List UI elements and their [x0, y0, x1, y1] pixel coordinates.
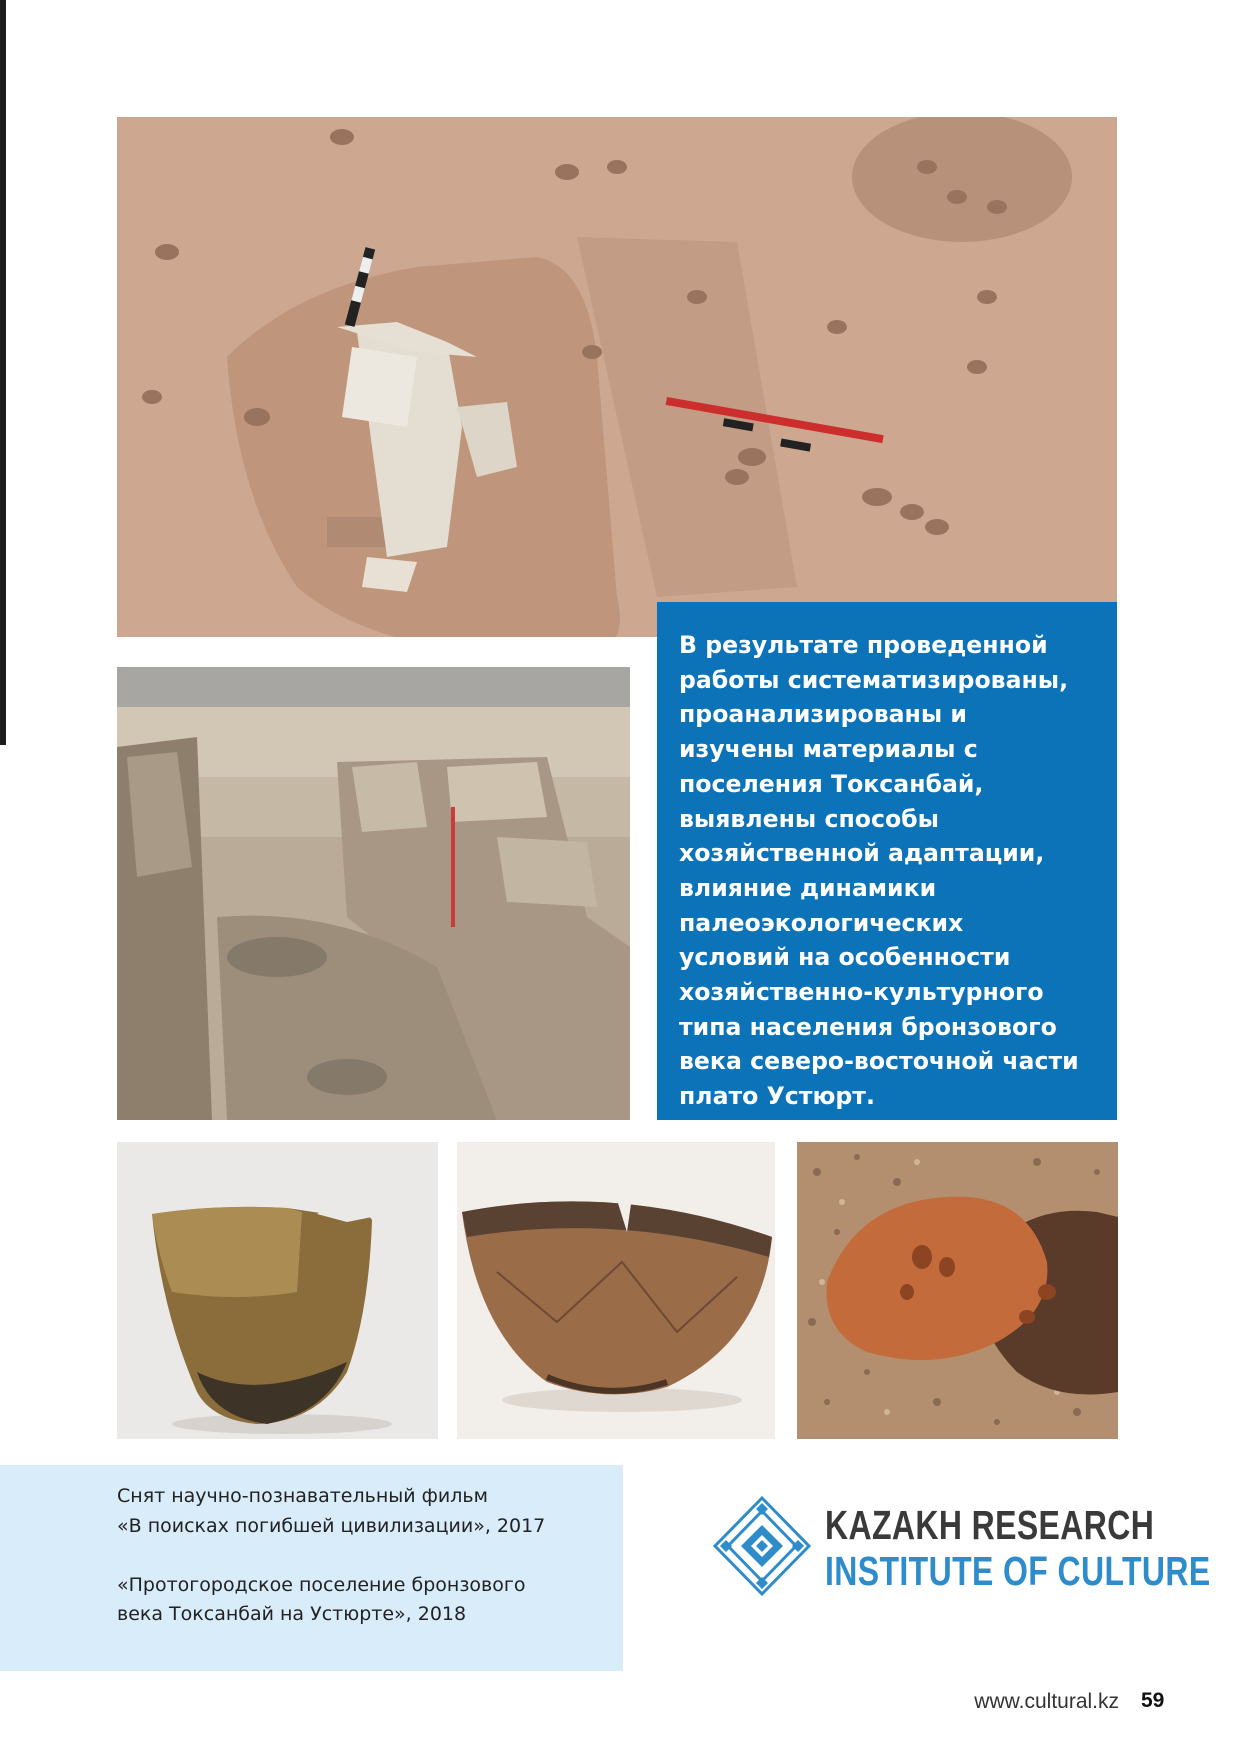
- ceramic-bowl-photo: [457, 1142, 775, 1439]
- caption-line: «Протогородское поселение бронзового: [117, 1573, 526, 1596]
- page-number: 59: [1141, 1689, 1165, 1712]
- excavation-site-photo: [117, 117, 1117, 637]
- stone-ruins-photo: [117, 667, 630, 1120]
- highlight-text: В результате проведенной работы систематизированы, проанализированы и изучены материалы с поселения Токсанбай, выявлены способы хозяйственной адаптации, влияние динамики палеоэкологических условий на особенности хозяйственно-культурного типа населения бронзового века северо-восточной части плато Устюрт.: [679, 631, 1079, 1111]
- film-caption-box: [0, 1465, 623, 1671]
- caption-line: «В поисках погибшей цивилизации», 2017: [117, 1514, 546, 1537]
- footer-website-link[interactable]: www.cultural.kz: [974, 1690, 1119, 1713]
- artifacts-on-gravel-photo: [797, 1142, 1118, 1439]
- highlight-text-box: [657, 602, 1117, 1120]
- logo-line-2: INSTITUTE OF CULTURE: [825, 1548, 1211, 1594]
- ornament-diamond-icon: [712, 1495, 812, 1598]
- caption-line: века Токсанбай на Устюрте», 2018: [117, 1603, 467, 1625]
- caption-spacer: [117, 1541, 623, 1571]
- page-edge-bar: [0, 0, 6, 745]
- logo-line-1: KAZAKH RESEARCH: [825, 1502, 1155, 1548]
- institute-logo: [712, 1495, 1211, 1598]
- ceramic-vessel-photo: [117, 1142, 438, 1439]
- caption-line: Снят научно-познавательный фильм: [117, 1485, 488, 1507]
